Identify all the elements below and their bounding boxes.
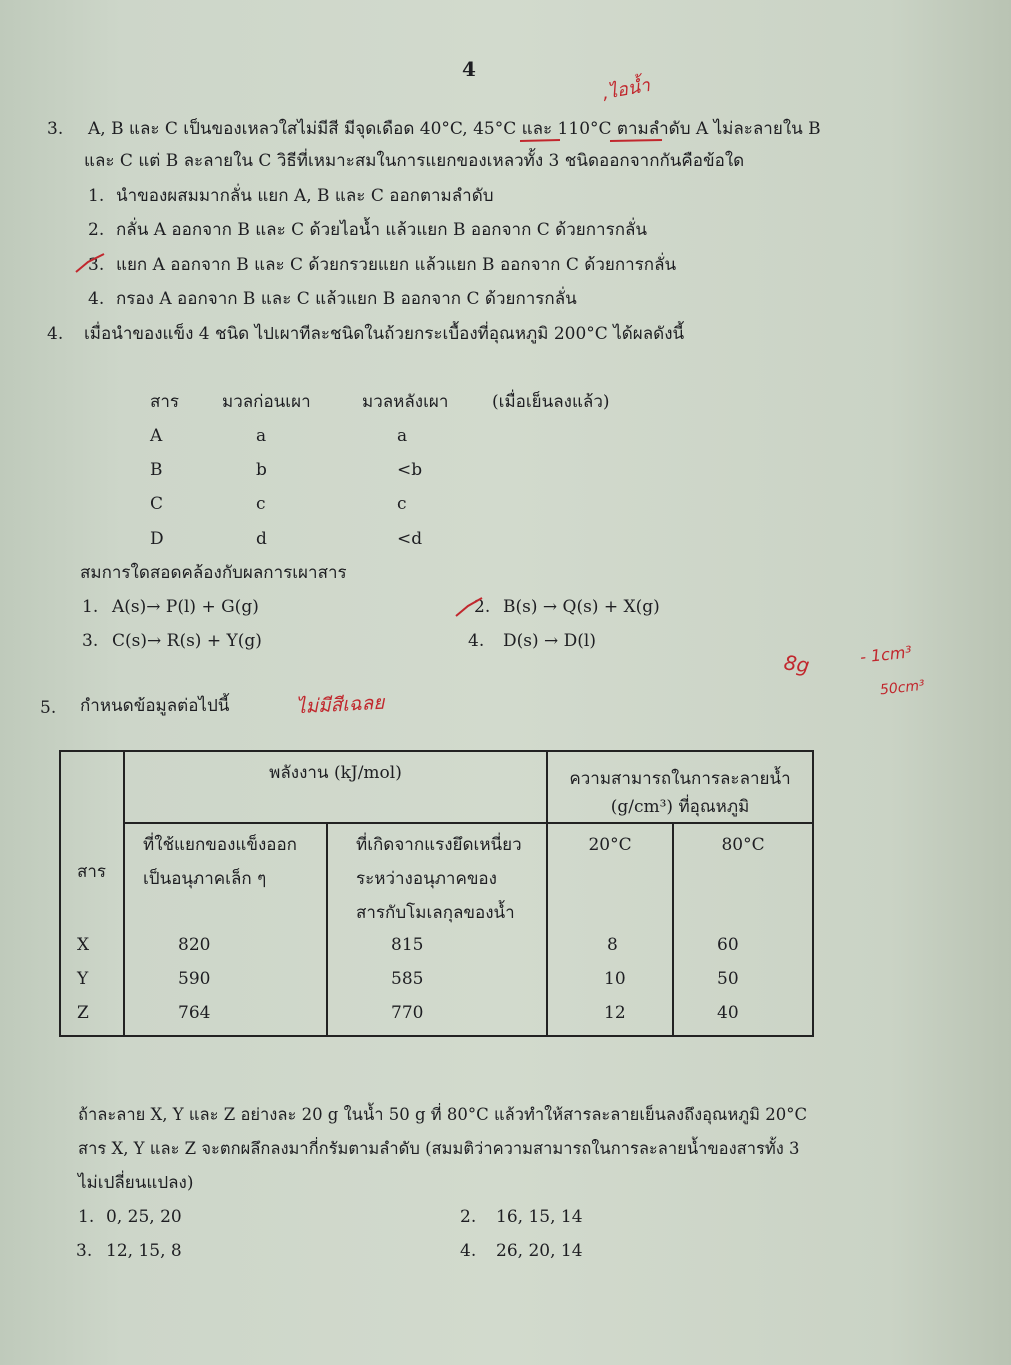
q4-header-note: (เมื่อเย็นลงแล้ว) — [492, 392, 610, 412]
q4-row-d-before: d — [256, 529, 267, 549]
q4-row-c-substance: C — [150, 494, 164, 514]
q3-option-2-number: 2. — [88, 220, 105, 240]
q4-row-d-substance: D — [150, 529, 164, 549]
q4-row-b-after: <b — [397, 460, 423, 480]
q4-option-2: B(s) → Q(s) + X(g) — [503, 597, 660, 617]
q3-option-1: นำของผสมมากลั่น แยก A, B และ C ออกตามลำดับ — [116, 186, 494, 206]
q4-row-a-before: a — [256, 426, 267, 446]
q5-option-1-number: 1. — [78, 1207, 95, 1227]
handwritten-note-q5: ไม่มีสีเฉลย — [295, 691, 385, 719]
checkmark-q3-option3 — [76, 254, 104, 272]
q4-option-4: D(s) → D(l) — [503, 631, 597, 651]
q5-energy-sub1-line1: ที่ใช้แยกของแข็งออก — [143, 835, 297, 855]
q5-stem: กำหนดข้อมูลต่อไปนี้ — [80, 696, 230, 716]
handwritten-note-8g: 8g — [782, 650, 811, 678]
handwritten-note-50cm3: 50cm³ — [879, 677, 926, 699]
q4-option-4-number: 4. — [468, 631, 485, 651]
q5-temp1: 20°C — [588, 835, 632, 855]
handwritten-note-cm3: - 1cm³ — [859, 642, 913, 667]
q5-option-2: 16, 15, 14 — [496, 1207, 583, 1227]
underline-45c — [520, 140, 560, 141]
q5-energy-sub2-line2: ระหว่างอนุภาคของ — [356, 869, 497, 889]
handwritten-note-top: ,ไอน้ำ — [600, 74, 652, 104]
q3-number: 3. — [47, 119, 64, 139]
q4-row-b-before: b — [256, 460, 267, 480]
q5-option-3: 12, 15, 8 — [106, 1241, 182, 1261]
q4-row-d-after: <d — [397, 529, 423, 549]
q5-row-x-energy2: 815 — [391, 935, 424, 955]
q5-row-y-sol80: 50 — [717, 969, 739, 989]
q4-row-c-after: c — [397, 494, 407, 514]
q4-header-substance: สาร — [150, 392, 180, 412]
q5-row-x-substance: X — [77, 935, 90, 955]
q5-option-4: 26, 20, 14 — [496, 1241, 583, 1261]
q5-substance-header: สาร — [77, 862, 107, 882]
q4-row-c-before: c — [256, 494, 266, 514]
q4-option-3-number: 3. — [82, 631, 99, 651]
q3-option-4-number: 4. — [88, 289, 105, 309]
q5-option-3-number: 3. — [76, 1241, 93, 1261]
q5-energy-sub2-line1: ที่เกิดจากแรงยึดเหนี่ยว — [356, 835, 522, 855]
q5-row-x-sol80: 60 — [717, 935, 739, 955]
underline-110c — [610, 140, 662, 141]
q4-question: สมการใดสอดคล้องกับผลการเผาสาร — [80, 563, 347, 583]
q4-option-3: C(s)→ R(s) + Y(g) — [112, 631, 262, 651]
q4-row-a-after: a — [397, 426, 408, 446]
q3-option-3-number: 3. — [88, 255, 105, 275]
q5-number: 5. — [40, 698, 57, 718]
q5-energy-sub1-line2: เป็นอนุภาคเล็ก ๆ — [143, 869, 267, 889]
q5-row-z-energy1: 764 — [178, 1003, 211, 1023]
q3-option-1-number: 1. — [88, 186, 105, 206]
q4-stem: เมื่อนำของแข็ง 4 ชนิด ไปเผาทีละชนิดในถ้วยกระเบื้องที่อุณหภูมิ 200°C ได้ผลดังนี้ — [84, 324, 685, 344]
q4-option-1: A(s)→ P(l) + G(g) — [112, 597, 259, 617]
q5-question-line2: สาร X, Y และ Z จะตกผลึกลงมากี่กรัมตามลำดับ (สมมติว่าความสามารถในการละลายน้ำของสารทั้ง 3 — [78, 1139, 800, 1158]
q5-row-x-energy1: 820 — [178, 935, 211, 955]
q5-row-x-sol20: 8 — [607, 935, 618, 955]
q5-row-z-sol80: 40 — [717, 1003, 739, 1023]
q5-solubility-header-line2: (g/cm³) ที่อุณหภูมิ — [610, 797, 750, 817]
q5-option-1: 0, 25, 20 — [106, 1207, 182, 1227]
q4-row-b-substance: B — [150, 460, 163, 480]
q4-header-mass-after: มวลหลังเผา — [362, 392, 449, 412]
q4-header-mass-before: มวลก่อนเผา — [222, 392, 311, 412]
checkmark-q4-option2 — [456, 598, 482, 616]
q5-row-y-energy2: 585 — [391, 969, 424, 989]
q5-row-y-substance: Y — [77, 969, 89, 989]
q5-question-line1: ถ้าละลาย X, Y และ Z อย่างละ 20 g ในน้ำ 50 g ที่ 80°C แล้วทำให้สารละลายเย็นลงถึงอุณหภูมิ 20°C — [78, 1105, 808, 1124]
q3-stem-line2: และ C แต่ B ละลายใน C วิธีที่เหมาะสมในการแยกของเหลวทั้ง 3 ชนิดออกจากกันคือข้อใด — [84, 151, 745, 171]
q5-row-z-substance: Z — [77, 1003, 89, 1023]
q5-option-2-number: 2. — [460, 1207, 477, 1227]
q5-row-y-energy1: 590 — [178, 969, 211, 989]
page-number: 4 — [462, 57, 476, 81]
q4-option-2-number: 2. — [474, 597, 491, 617]
q5-row-y-sol20: 10 — [604, 969, 626, 989]
q3-option-3: แยก A ออกจาก B และ C ด้วยกรวยแยก แล้วแยก B ออกจาก C ด้วยการกลั่น — [116, 255, 677, 275]
q5-option-4-number: 4. — [460, 1241, 477, 1261]
q3-option-4: กรอง A ออกจาก B และ C แล้วแยก B ออกจาก C ด้วยการกลั่น — [116, 289, 577, 309]
q5-energy-header: พลังงาน (kJ/mol) — [269, 763, 402, 783]
q5-energy-sub2-line3: สารกับโมเลกุลของน้ำ — [356, 903, 515, 923]
q4-number: 4. — [47, 324, 64, 344]
q3-stem-line1: A, B และ C เป็นของเหลวใสไม่มีสี มีจุดเดือด 40°C, 45°C และ 110°C ตามลำดับ A ไม่ละลายใน B — [88, 119, 821, 139]
q5-row-z-sol20: 12 — [604, 1003, 626, 1023]
q4-row-a-substance: A — [150, 426, 163, 446]
q5-temp2: 80°C — [721, 835, 765, 855]
q5-solubility-header-line1: ความสามารถในการละลายน้ำ — [569, 769, 791, 789]
q5-row-z-energy2: 770 — [391, 1003, 424, 1023]
q5-question-line3: ไม่เปลี่ยนแปลง) — [78, 1173, 194, 1193]
q4-option-1-number: 1. — [82, 597, 99, 617]
q3-option-2: กลั่น A ออกจาก B และ C ด้วยไอน้ำ แล้วแยก B ออกจาก C ด้วยการกลั่น — [116, 220, 648, 240]
